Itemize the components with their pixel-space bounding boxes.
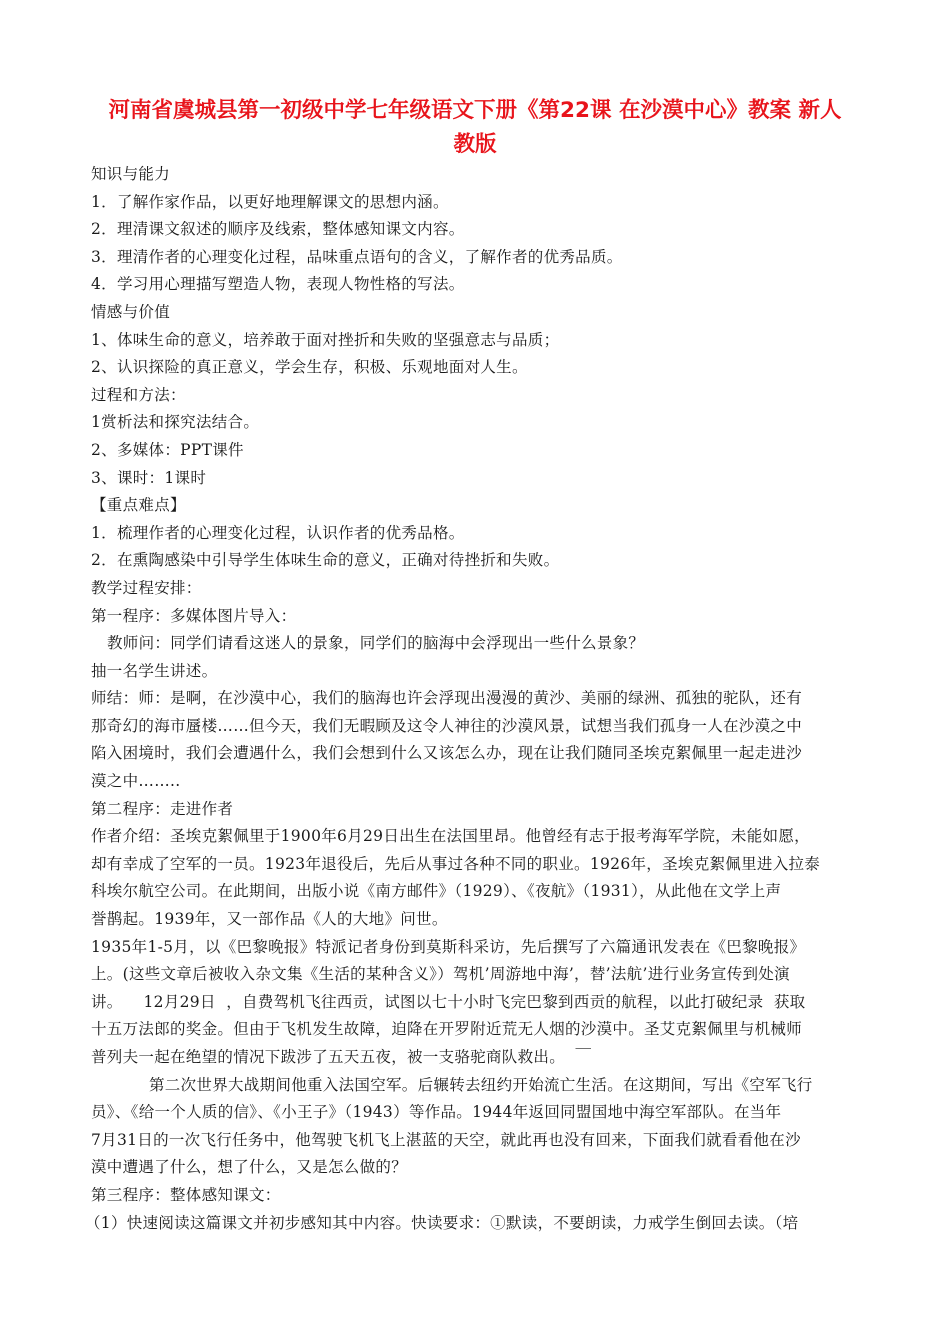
paragraph-line: 却有幸成了空军的一员。1923年退役后，先后从事过各种不同的职业。1926年，圣埃克絮佩里进入拉泰: [91, 854, 821, 873]
heading-step-1: 第一程序：多媒体图片导入：: [91, 606, 297, 625]
paragraph-line: 誉鹊起。1939年，又一部作品《人的大地》问世。: [91, 910, 448, 929]
paragraph-line: 漠之中……..: [91, 772, 181, 791]
heading-emotion: 情感与价值: [91, 302, 171, 321]
heading-key-points: 【重点难点】: [91, 496, 186, 515]
document-title: [80, 94, 870, 162]
paragraph-line: 讲。 12月29日 ，自费驾机飞往西贡，试图以七十小时飞完巴黎到西贡的航程，以此打破纪录 获取: [91, 992, 806, 1011]
paragraph-line: 科埃尔航空公司。在此期间，出版小说《南方邮件》（1929）、《夜航》（1931），从此他在文学上声: [91, 882, 782, 901]
paragraph-line: 2．在熏陶感染中引导学生体味生命的意义，正确对待挫折和失败。: [91, 551, 560, 570]
paragraph-line: 1赏析法和探究法结合。: [91, 413, 260, 432]
paragraph-line: （1）快速阅读这篇课文并初步感知其中内容。快读要求：①默读，不要朗读，力戒学生倒回去读。（培: [85, 1213, 799, 1232]
paragraph-line: 1．梳理作者的心理变化过程，认识作者的优秀品格。: [91, 523, 465, 542]
paragraph-line: 2、认识探险的真正意义，学会生存，积极、乐观地面对人生。: [91, 358, 528, 377]
paragraph-line: 2．理清课文叙述的顺序及线索，整体感知课文内容。: [91, 220, 465, 239]
heading-teaching-process: 教学过程安排：: [91, 578, 202, 597]
paragraph-line: 师结：师：是啊，在沙漠中心，我们的脑海也许会浮现出漫漫的黄沙、美丽的绿洲、孤独的驼队，还有: [91, 689, 803, 708]
paragraph-line: 第二次世界大战期间他重入法国空军。后辗转去纽约开始流亡生活。在这期间，写出《空军飞行: [149, 1075, 813, 1094]
paragraph-line: 普列夫一起在绝望的情况下跋涉了五天五夜，被一支骆驼商队救出。 ￣: [91, 1048, 592, 1066]
document-body: [85, 161, 861, 1237]
paragraph-line: 抽一名学生讲述。: [91, 661, 218, 680]
paragraph-line: 7月31日的一次飞行任务中，他驾驶飞机飞上湛蓝的天空，就此再也没有回来，下面我们就看看他在沙: [91, 1130, 801, 1149]
title-line-1: 河南省虞城县第一初级中学七年级语文下册《第22课 在沙漠中心》教案 新人: [108, 98, 842, 123]
paragraph-line: 1935年1-5月，以《巴黎晚报》特派记者身份到莫斯科采访，先后撰写了六篇通讯发表在《巴黎晚报》: [91, 937, 806, 956]
paragraph-line: 陷入困境时，我们会遭遇什么，我们会想到什么又该怎么办，现在让我们随同圣埃克絮佩里一起走进沙: [91, 744, 803, 763]
paragraph-line: 3、课时：1课时: [91, 468, 207, 487]
heading-step-2: 第二程序：走进作者: [91, 799, 234, 818]
paragraph-line: 4．学习用心理描写塑造人物，表现人物性格的写法。: [91, 275, 465, 294]
paragraph-line: 教师问：同学们请看这迷人的景象，同学们的脑海中会浮现出一些什么景象？: [107, 634, 645, 653]
paragraph-line: 3．理清作者的心理变化过程，品味重点语句的含义，了解作者的优秀品质。: [91, 247, 623, 266]
paragraph-line: 十五万法郎的奖金。但由于飞机发生故障，迫降在开罗附近荒无人烟的沙漠中。圣艾克絮佩里与机械师: [91, 1020, 803, 1039]
paragraph-line: 员》、《给一个人质的信》、《小王子》（1943）等作品。1944年返回同盟国地中海空军部队。在当年: [91, 1103, 782, 1122]
paragraph-line: 作者介绍：圣埃克絮佩里于1900年6月29日出生在法国里昂。他曾经有志于报考海军学院，未能如愿，: [91, 827, 810, 846]
title-line-2: 教版: [453, 132, 497, 157]
paragraph-line: 那奇幻的海市蜃楼……但今天，我们无暇顾及这令人神往的沙漠风景，试想当我们孤身一人在沙漠之中: [91, 716, 803, 735]
paragraph-line: 上。(这些文章后被收入杂文集《生活的某种含义》）驾机’周游地中海’，替’法航’进行业务宣传到处演: [91, 965, 790, 984]
paragraph-line: 漠中遭遇了什么，想了什么，又是怎么做的？: [91, 1158, 408, 1177]
heading-step-3: 第三程序：整体感知课文：: [91, 1185, 281, 1204]
paragraph-line: 1、体味生命的意义，培养敢于面对挫折和失败的坚强意志与品质；: [91, 330, 560, 349]
heading-knowledge: 知识与能力: [91, 165, 171, 183]
heading-process: 过程和方法：: [91, 385, 186, 404]
paragraph-line: 2、多媒体：PPT课件: [91, 440, 244, 459]
paragraph-line: 1．了解作家作品，以更好地理解课文的思想内涵。: [91, 192, 449, 211]
